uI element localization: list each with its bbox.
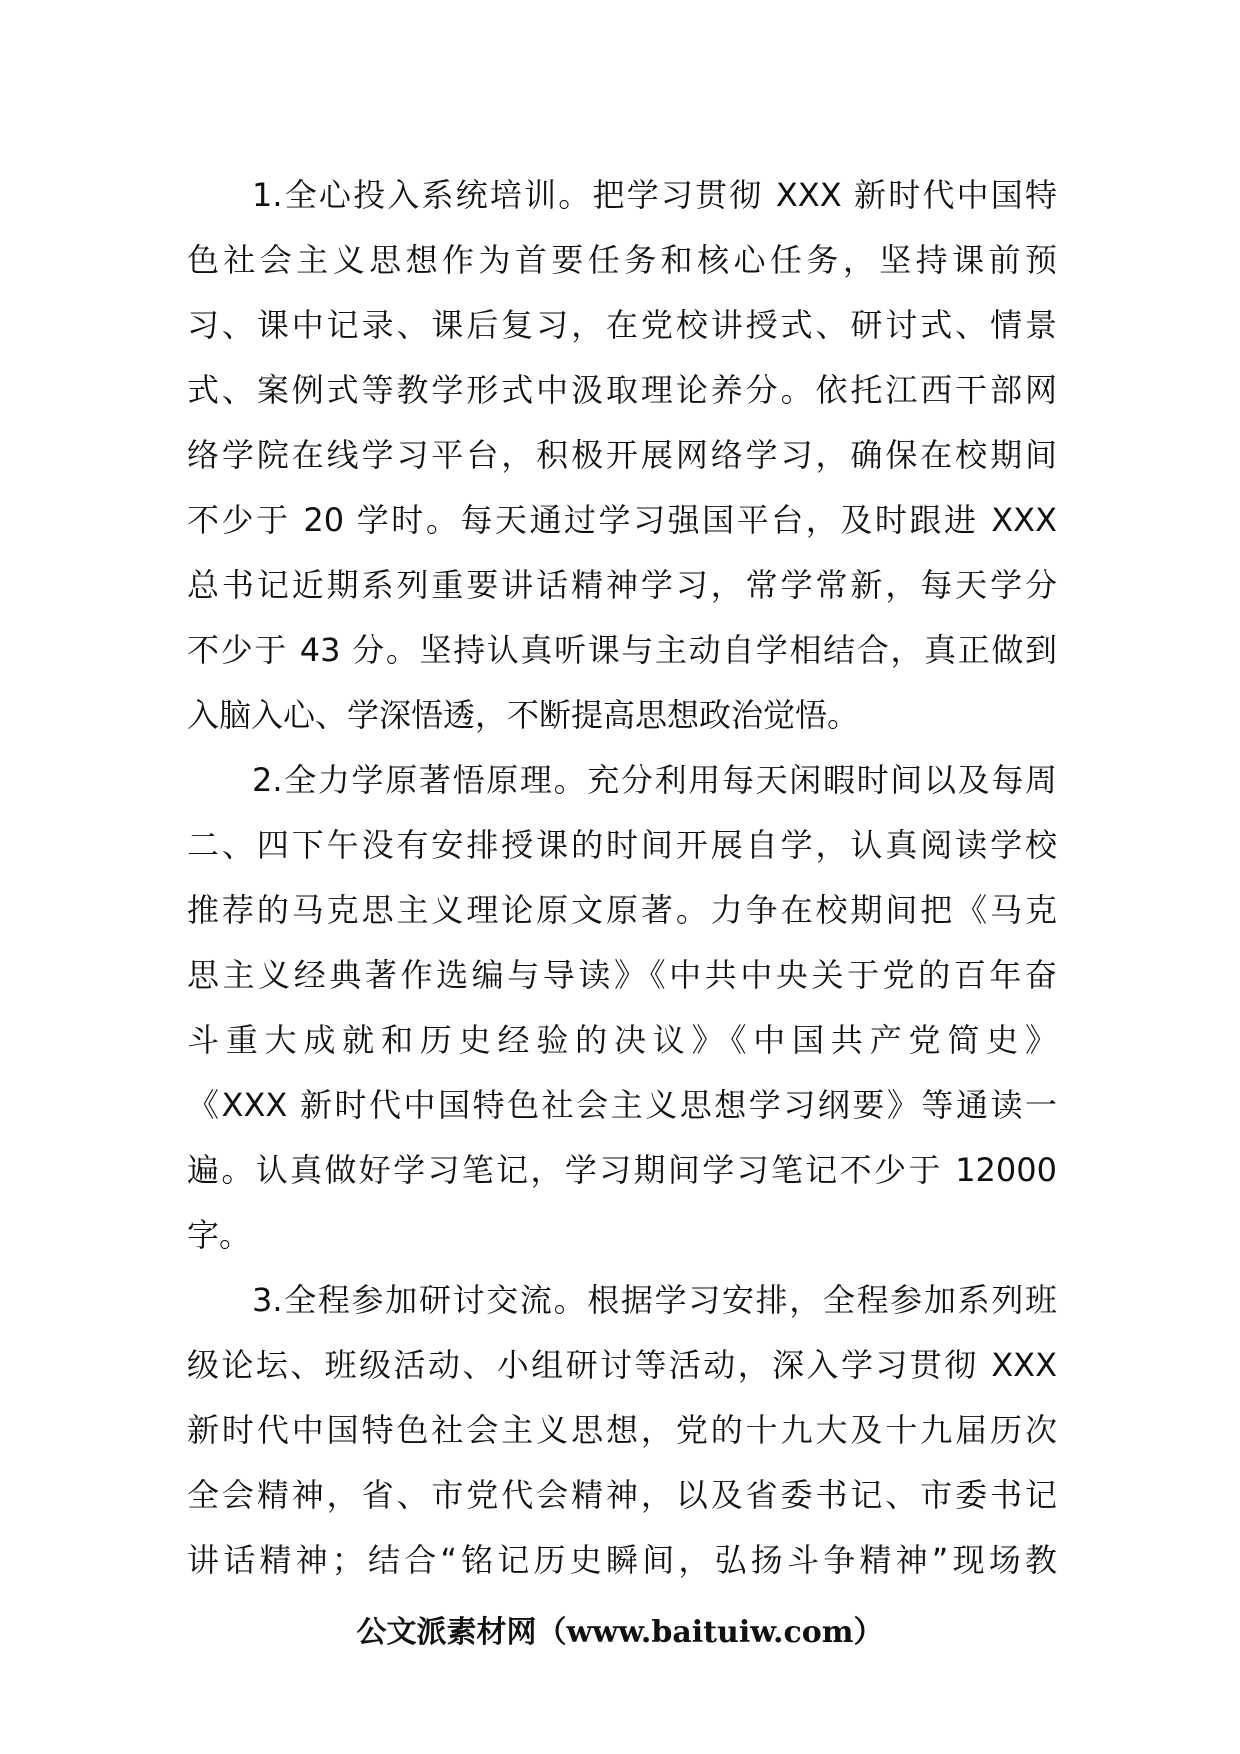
paragraph-1-line-9: 入脑入心、学深悟透，不断提高思想政治觉悟。: [187, 696, 860, 734]
document-body: [187, 163, 1057, 1593]
paragraph-1-line-2: 色社会主义思想作为首要任务和核心任务，坚持课前预: [187, 241, 1057, 279]
page-footer-watermark: 公文派素材网（www.baituiw.com）: [356, 1615, 884, 1650]
paragraph-3-line-4: 全会精神，省、市党代会精神，以及省委书记、市委书记: [187, 1476, 1057, 1514]
paragraph-1-line-4: 式、案例式等教学形式中汲取理论养分。依托江西干部网: [187, 371, 1057, 409]
paragraph-1-line-5: 络学院在线学习平台，积极开展网络学习，确保在校期间: [187, 436, 1057, 474]
paragraph-1-line-1: 1.全心投入系统培训。把学习贯彻 XXX 新时代中国特: [252, 176, 1057, 214]
paragraph-3-line-2: 级论坛、班级活动、小组研讨等活动，深入学习贯彻 XXX: [187, 1346, 1057, 1384]
paragraph-2-line-6: 《XXX 新时代中国特色社会主义思想学习纲要》等通读一: [187, 1086, 1057, 1124]
paragraph-2-line-2: 二、四下午没有安排授课的时间开展自学，认真阅读学校: [187, 826, 1057, 864]
paragraph-3-line-1: 3.全程参加研讨交流。根据学习安排，全程参加系列班: [252, 1281, 1057, 1319]
paragraph-2-line-5: 斗重大成就和历史经验的决议》《中国共产党简史》: [187, 1021, 1057, 1059]
paragraph-3-line-3: 新时代中国特色社会主义思想，党的十九大及十九届历次: [187, 1411, 1057, 1449]
paragraph-2-line-4: 思主义经典著作选编与导读》《中共中央关于党的百年奋: [187, 956, 1057, 994]
paragraph-2-line-1: 2.全力学原著悟原理。充分利用每天闲暇时间以及每周: [252, 761, 1057, 799]
paragraph-1-line-8: 不少于 43 分。坚持认真听课与主动自学相结合，真正做到: [187, 631, 1057, 669]
paragraph-3-line-5: 讲话精神；结合“铭记历史瞬间，弘扬斗争精神”现场教: [187, 1541, 1057, 1579]
paragraph-1-line-3: 习、课中记录、课后复习，在党校讲授式、研讨式、情景: [187, 306, 1057, 344]
paragraph-2-line-8: 字。: [187, 1216, 252, 1254]
paragraph-2-line-3: 推荐的马克思主义理论原文原著。力争在校期间把《马克: [187, 891, 1057, 929]
paragraph-2-line-7: 遍。认真做好学习笔记，学习期间学习笔记不少于 12000: [187, 1151, 1057, 1189]
paragraph-1-line-7: 总书记近期系列重要讲话精神学习，常学常新，每天学分: [187, 566, 1057, 604]
paragraph-1-line-6: 不少于 20 学时。每天通过学习强国平台，及时跟进 XXX: [187, 501, 1057, 539]
